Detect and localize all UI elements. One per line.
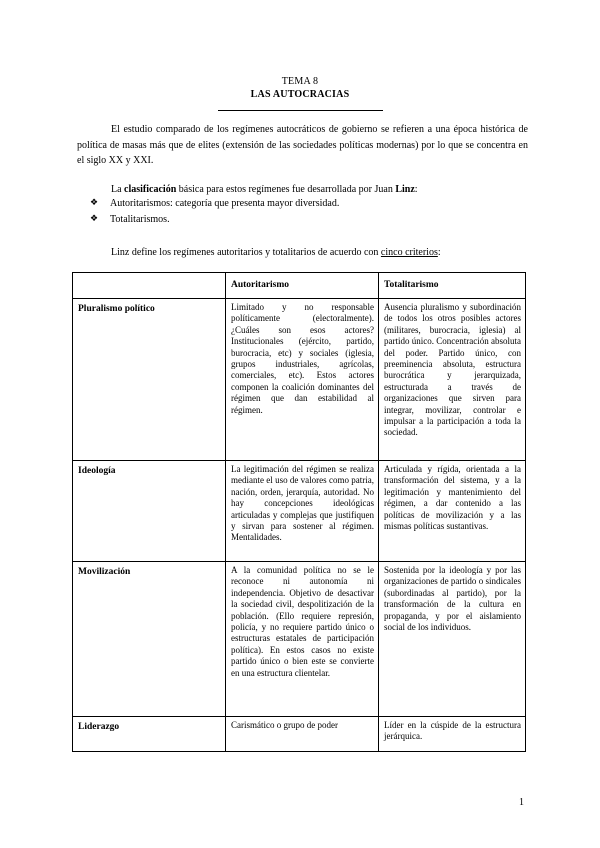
table-header-autoritarismo: Autoritarismo [226,273,379,299]
page-title: LAS AUTOCRACIAS [250,89,350,100]
bullet-item-totalitarismos: ❖ Totalitarismos. [90,212,339,228]
table-row [73,299,526,461]
autoritarismo-cell: Carismático o grupo de poder [226,717,379,752]
criteria-intro-paragraph [111,245,531,261]
table-row [73,717,526,752]
table-row [73,562,526,717]
table-header-empty [73,273,226,299]
table-header-totalitarismo: Totalitarismo [379,273,526,299]
page-number: 1 [519,797,524,808]
topic-label: TEMA 8 [281,76,319,87]
totalitarismo-cell: Líder en la cúspide de la estructura jerárquica. [379,717,526,752]
criteria-table [72,272,526,752]
criterion-cell: Pluralismo político [73,299,226,461]
table-row [73,461,526,562]
totalitarismo-cell: Ausencia pluralismo y subordinación de todos los otros posibles actores (militares, burocracia, iglesia) al partido único. Concentración absoluta del poder. Partido único, con preeminencia absoluta, estructura burocrática y jerarquizada, estructurada a través de organizaciones que sirven para integrar, movilizar, controlar e impulsar a la participación a toda la sociedad. [379,299,526,461]
classification-prefix: La [111,184,125,195]
autoritarismo-cell: Limitado y no responsable políticamente (electoralmente). ¿Cuáles son esos actores? Institucionales (ejército, partido, burocracia, etc) y sociales (iglesia, grupos industriales, agrícolas, comerciales, etc). Estos actores componen la coalición dominantes del régimen que dan estabilidad al régimen. [226,299,379,461]
classification-suffix: : [414,184,418,195]
regime-bullet-list [90,196,339,227]
classification-keyword: clasificación [124,184,177,195]
totalitarismo-cell: Sostenida por la ideología y por las organizaciones de partido o sindicales (subordinadas al partido), por la transformación de la cultura en propaganda, y por el aislamiento social de los individuos. [379,562,526,717]
intro-paragraph: El estudio comparado de los regímenes autocráticos de gobierno se refieren a una época histórica de política de masas más que de elites (extensión de las sociedades políticas modernas) por lo que se concentra en el siglo XX y XXI. [77,124,528,166]
autoritarismo-cell: La legitimación del régimen se realiza mediante el uso de valores como patria, nación, orden, jerarquía, autoridad. No hay concepciones ideológicas articuladas y complejas que justifiquen y sirvan para sostener al régimen. Mentalidades. [226,461,379,562]
criteria-intro-suffix: : [437,247,441,258]
table-header-row [73,273,526,299]
totalitarismo-cell: Articulada y rígida, orientada a la transformación del sistema, y a la legitimación y mantenimiento del régimen, a dar contenido a las políticas de movilización y a las mismas políticas sustantivas. [379,461,526,562]
criterion-cell: Liderazgo [73,717,226,752]
bullet-item-autoritarismos: ❖ Autoritarismos: categoría que presenta mayor diversidad. [90,196,339,212]
criteria-intro-text: Linz define los regímenes autoritarios y totalitarios de acuerdo con [111,247,381,258]
autoritarismo-cell: A la comunidad política no se le reconoce ni autonomía ni independencia. Objetivo de desactivar la sociedad civil, despolitización de la población. (Ello requiere represión, policía, y no requiere partido único o estructuras estatales de participación política). En estos casos no existe partido único o bien este se convierte en una estructura clientelar. [226,562,379,717]
criterion-cell: Ideología [73,461,226,562]
classification-middle: básica para estos regímenes fue desarrollada por Juan [176,184,396,195]
classification-author: Linz [395,184,415,195]
criterion-cell: Movilización [73,562,226,717]
criteria-intro-underlined: cinco criterios [380,247,438,258]
title-underline-divider [218,110,383,111]
